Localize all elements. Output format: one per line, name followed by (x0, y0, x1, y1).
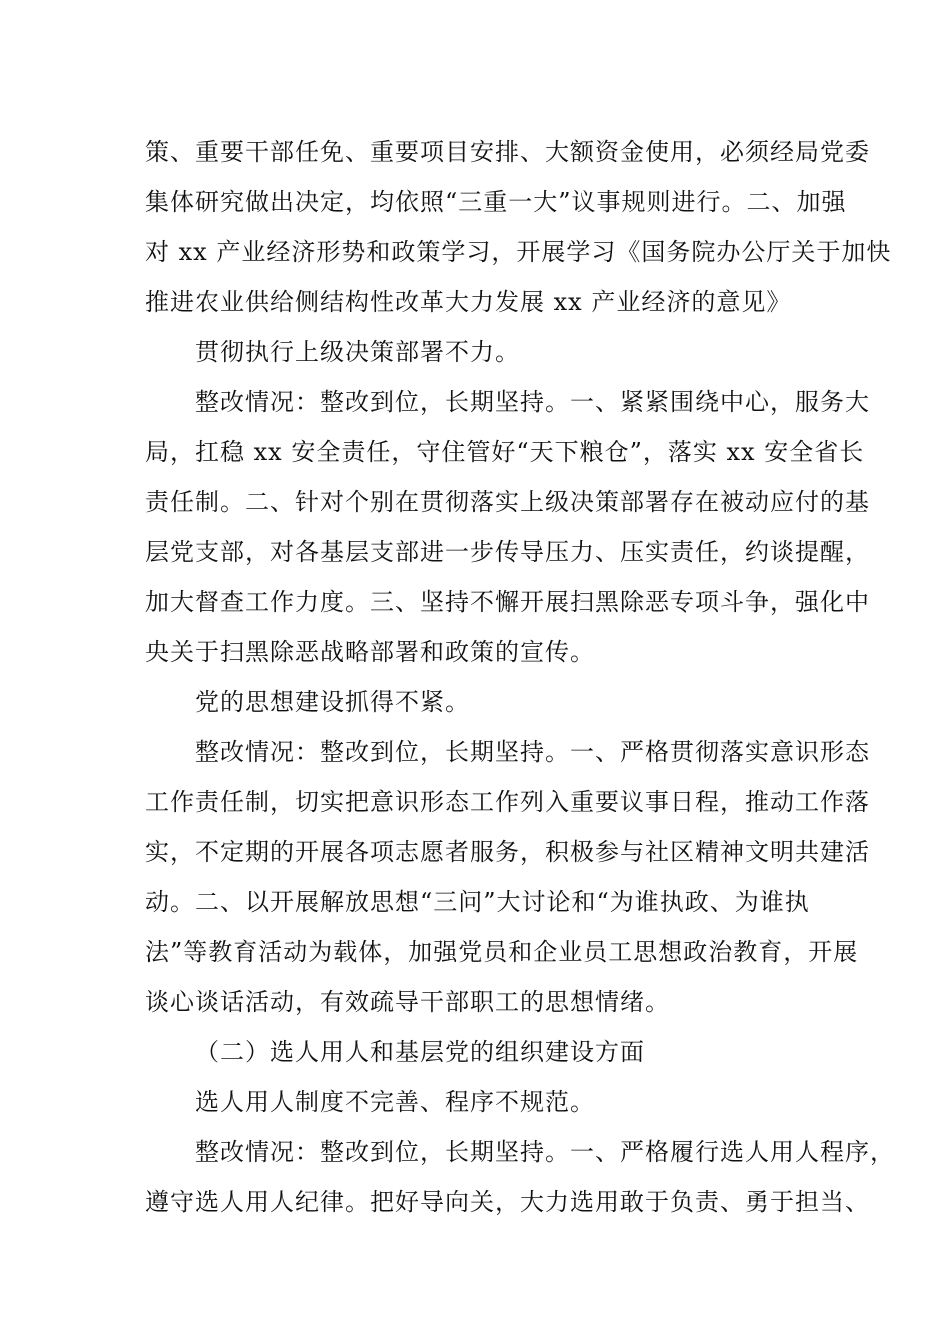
text-line: 加大督查工作力度。三、坚持不懈开展扫黑除恶专项斗争，强化中 (145, 588, 870, 616)
text-line: 集体研究做出决定，均依照“三重一大”议事规则进行。二、加强 (145, 188, 847, 216)
text-line: 整改情况：整改到位，长期坚持。一、紧紧围绕中心，服务大 (195, 388, 870, 416)
text-line: 谈心谈话活动，有效疏导干部职工的思想情绪。 (145, 988, 670, 1016)
text-line: 对 xx 产业经济形势和政策学习，开展学习《国务院办公厅关于加快 (145, 238, 892, 266)
section-heading: 选人用人制度不完善、程序不规范。 (195, 1088, 595, 1116)
text-line: 责任制。二、针对个别在贯彻落实上级决策部署存在被动应付的基 (145, 488, 870, 516)
text-line: 工作责任制，切实把意识形态工作列入重要议事日程，推动工作落 (145, 788, 870, 816)
text-line: 法”等教育活动为载体，加强党员和企业员工思想政治教育，开展 (145, 938, 859, 966)
text-line: 央关于扫黑除恶战略部署和政策的宣传。 (145, 638, 595, 666)
text-line: 局，扛稳 xx 安全责任，守住管好“天下粮仓”，落实 xx 安全省长 (145, 438, 865, 466)
text-line: 整改情况：整改到位，长期坚持。一、严格贯彻落实意识形态 (195, 738, 870, 766)
text-line: 层党支部，对各基层支部进一步传导压力、压实责任，约谈提醒， (145, 538, 870, 566)
text-line: 推进农业供给侧结构性改革大力发展 xx 产业经济的意见》 (145, 288, 792, 316)
text-line: 策、重要干部任免、重要项目安排、大额资金使用，必须经局党委 (145, 138, 870, 166)
section-heading: 贯彻执行上级决策部署不力。 (195, 338, 520, 366)
text-line: 动。二、以开展解放思想“三问”大讨论和“为谁执政、为谁执 (145, 888, 810, 916)
section-heading: 党的思想建设抓得不紧。 (195, 688, 470, 716)
text-line: 整改情况：整改到位，长期坚持。一、严格履行选人用人程序， (195, 1138, 895, 1166)
text-line: 实，不定期的开展各项志愿者服务，积极参与社区精神文明共建活 (145, 838, 870, 866)
subsection-title: （二）选人用人和基层党的组织建设方面 (195, 1038, 645, 1066)
text-line: 遵守选人用人纪律。把好导向关，大力选用敢于负责、勇于担当、 (145, 1188, 870, 1216)
